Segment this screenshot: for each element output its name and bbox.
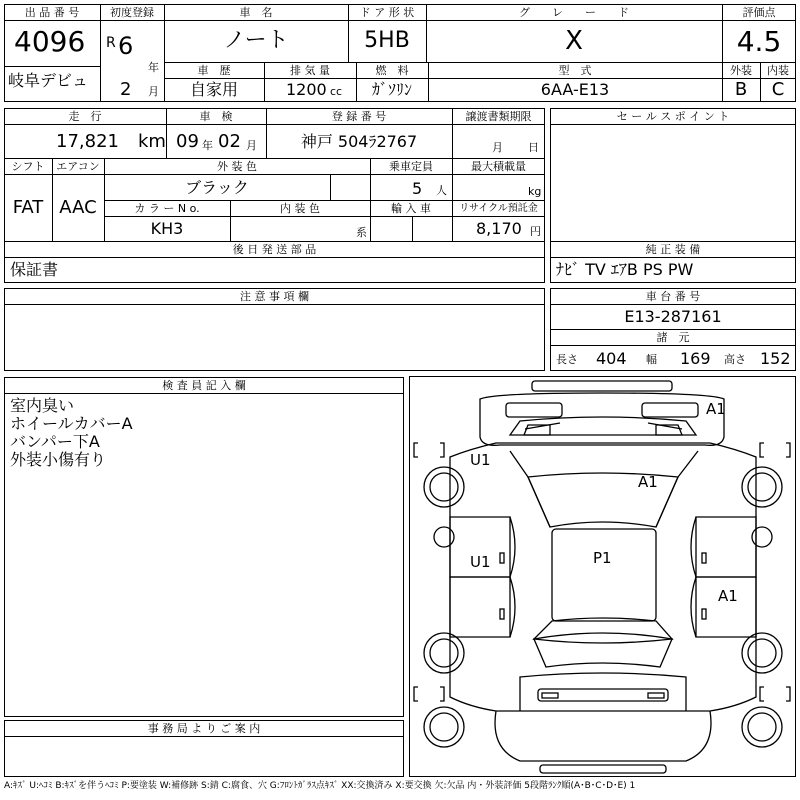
diagram-mark: A1: [718, 587, 738, 605]
diagram-mark: U1: [470, 553, 491, 571]
exterior-color-header: 外 装 色: [217, 160, 257, 173]
chassis-number-header: 車 台 番 号: [645, 290, 701, 303]
damage-legend: A:ｷｽﾞ U:ﾍｺﾐ B:ｷｽﾞを伴うﾍｺﾐ P:要塗装 W:補修跡 S:錆 C:腐食、穴 G:ﾌﾛﾝﾄｶﾞﾗｽ点ｷｽﾞ XX:交換済み X:要交換 欠:欠品 内・外装評価 5段階ﾗﾝｸ順(A･B･C･D･E) 1: [4, 781, 636, 791]
max-load-unit: kg: [528, 185, 542, 198]
model-code: 6AA-E13: [540, 80, 610, 99]
sales-points-header: セ ー ル ス ポ イ ン ト: [616, 110, 730, 123]
displacement-unit: cc: [330, 85, 343, 98]
interior-color-unit: 系: [356, 226, 367, 239]
exterior-color: ブラック: [185, 178, 249, 197]
history: 自家用: [189, 80, 238, 99]
displacement-header: 排 気 量: [290, 64, 330, 77]
transfer-deadline-month: 月: [492, 141, 503, 154]
max-load-header: 最大積載量: [471, 160, 526, 173]
history-header: 車 歴: [197, 64, 231, 77]
car-name: ノート: [223, 28, 289, 53]
door-shape: 5HB: [364, 28, 410, 53]
interior-grade: C: [771, 79, 785, 100]
damage-diagram: [409, 376, 796, 777]
inspection-year: 09: [176, 131, 199, 152]
dimensions-header: 諸 元: [656, 331, 690, 344]
color-number: KH3: [150, 219, 184, 238]
width-label: 幅: [646, 353, 657, 366]
aircon-header: エアコン: [56, 160, 100, 173]
model-code-header: 型 式: [558, 64, 592, 77]
interior-color-header: 内 装 色: [280, 202, 320, 215]
notes-header: 注 意 事 項 欄: [240, 290, 309, 303]
length-value: 404: [596, 349, 627, 368]
mileage-value: 17,821: [56, 131, 119, 152]
displacement: 1200: [286, 80, 327, 99]
inspector-note: ホイールカバーA: [10, 414, 133, 433]
first-reg-era: R: [106, 35, 116, 51]
first-reg-month: 2: [120, 79, 132, 100]
capacity-unit: 人: [436, 184, 447, 197]
mileage-header: 走 行: [68, 110, 102, 123]
inspector-note: バンパー下A: [10, 432, 100, 451]
capacity-value: 5: [412, 179, 423, 198]
car-name-header: 車 名: [239, 6, 273, 19]
color-number-header: カ ラ ー N o.: [134, 202, 200, 215]
registration-number: 神戸 504ﾗ2767: [300, 132, 418, 151]
inspection-header: 車 検: [199, 110, 233, 123]
inspection-month: 02: [218, 131, 241, 152]
first-reg-year: 6: [118, 32, 134, 60]
chassis-number: E13-287161: [624, 307, 722, 326]
inspector-note: 外装小傷有り: [10, 450, 107, 469]
inspector-note: 室内臭い: [10, 396, 75, 415]
later-parts-header: 後 日 発 送 部 品: [232, 243, 317, 256]
exterior-grade-header: 外装: [730, 64, 752, 77]
shift-header: シフト: [11, 160, 45, 173]
shift: FAT: [12, 197, 44, 218]
inspection-year-unit: 年: [202, 139, 213, 152]
car-outline-diagram: [410, 377, 795, 776]
height-label: 高さ: [724, 353, 746, 366]
registration-number-header: 登 録 番 号: [331, 110, 387, 123]
fuel: ｶﾞｿﾘﾝ: [371, 80, 412, 99]
inspection-month-unit: 月: [246, 139, 257, 152]
lot-number-header: 出 品 番 号: [24, 6, 80, 19]
diagram-mark: A1: [638, 473, 658, 491]
recycle-fee-header: リサイクル預託金: [459, 203, 538, 214]
standard-equipment: ﾅﾋﾞ TV ｴｱB PS PW: [556, 260, 694, 279]
recycle-fee-unit: 円: [530, 225, 541, 238]
lot-number: 4096: [14, 25, 86, 58]
width-value: 169: [680, 349, 711, 368]
office-header: 事 務 局 よ り ご 案 内: [147, 722, 261, 735]
import-header: 輸 入 車: [391, 202, 431, 215]
first-registration-header: 初度登録: [110, 6, 154, 19]
recycle-fee: 8,170: [476, 219, 522, 238]
length-label: 長さ: [556, 353, 578, 366]
aircon: AAC: [59, 197, 97, 218]
diagram-mark: P1: [593, 549, 612, 567]
transfer-deadline-header: 譲渡書類期限: [465, 110, 532, 123]
first-reg-year-unit: 年: [148, 61, 159, 74]
diagram-mark: A1: [706, 400, 726, 418]
standard-equipment-header: 純 正 装 備: [645, 243, 701, 256]
door-shape-header: ド ア 形 状: [359, 6, 415, 19]
grade: X: [565, 26, 583, 56]
fuel-header: 燃 料: [375, 64, 409, 77]
inspector-header: 検 査 員 記 入 欄: [162, 379, 246, 392]
first-reg-month-unit: 月: [148, 85, 159, 98]
inspector-notes-list: [10, 397, 390, 469]
overall-rating: 4.5: [736, 25, 782, 58]
rating-header: 評価点: [742, 6, 776, 19]
interior-grade-header: 内装: [767, 64, 789, 77]
auction-venue: 岐阜デビュ: [8, 71, 89, 90]
height-value: 152: [760, 349, 791, 368]
diagram-mark: U1: [470, 451, 491, 469]
exterior-grade: B: [734, 79, 748, 100]
grade-header: グ レ ー ド: [519, 6, 629, 19]
later-parts: 保証書: [10, 260, 59, 279]
capacity-header: 乗車定員: [389, 160, 433, 173]
transfer-deadline-day: 日: [528, 141, 539, 154]
mileage-unit: km: [138, 131, 166, 152]
